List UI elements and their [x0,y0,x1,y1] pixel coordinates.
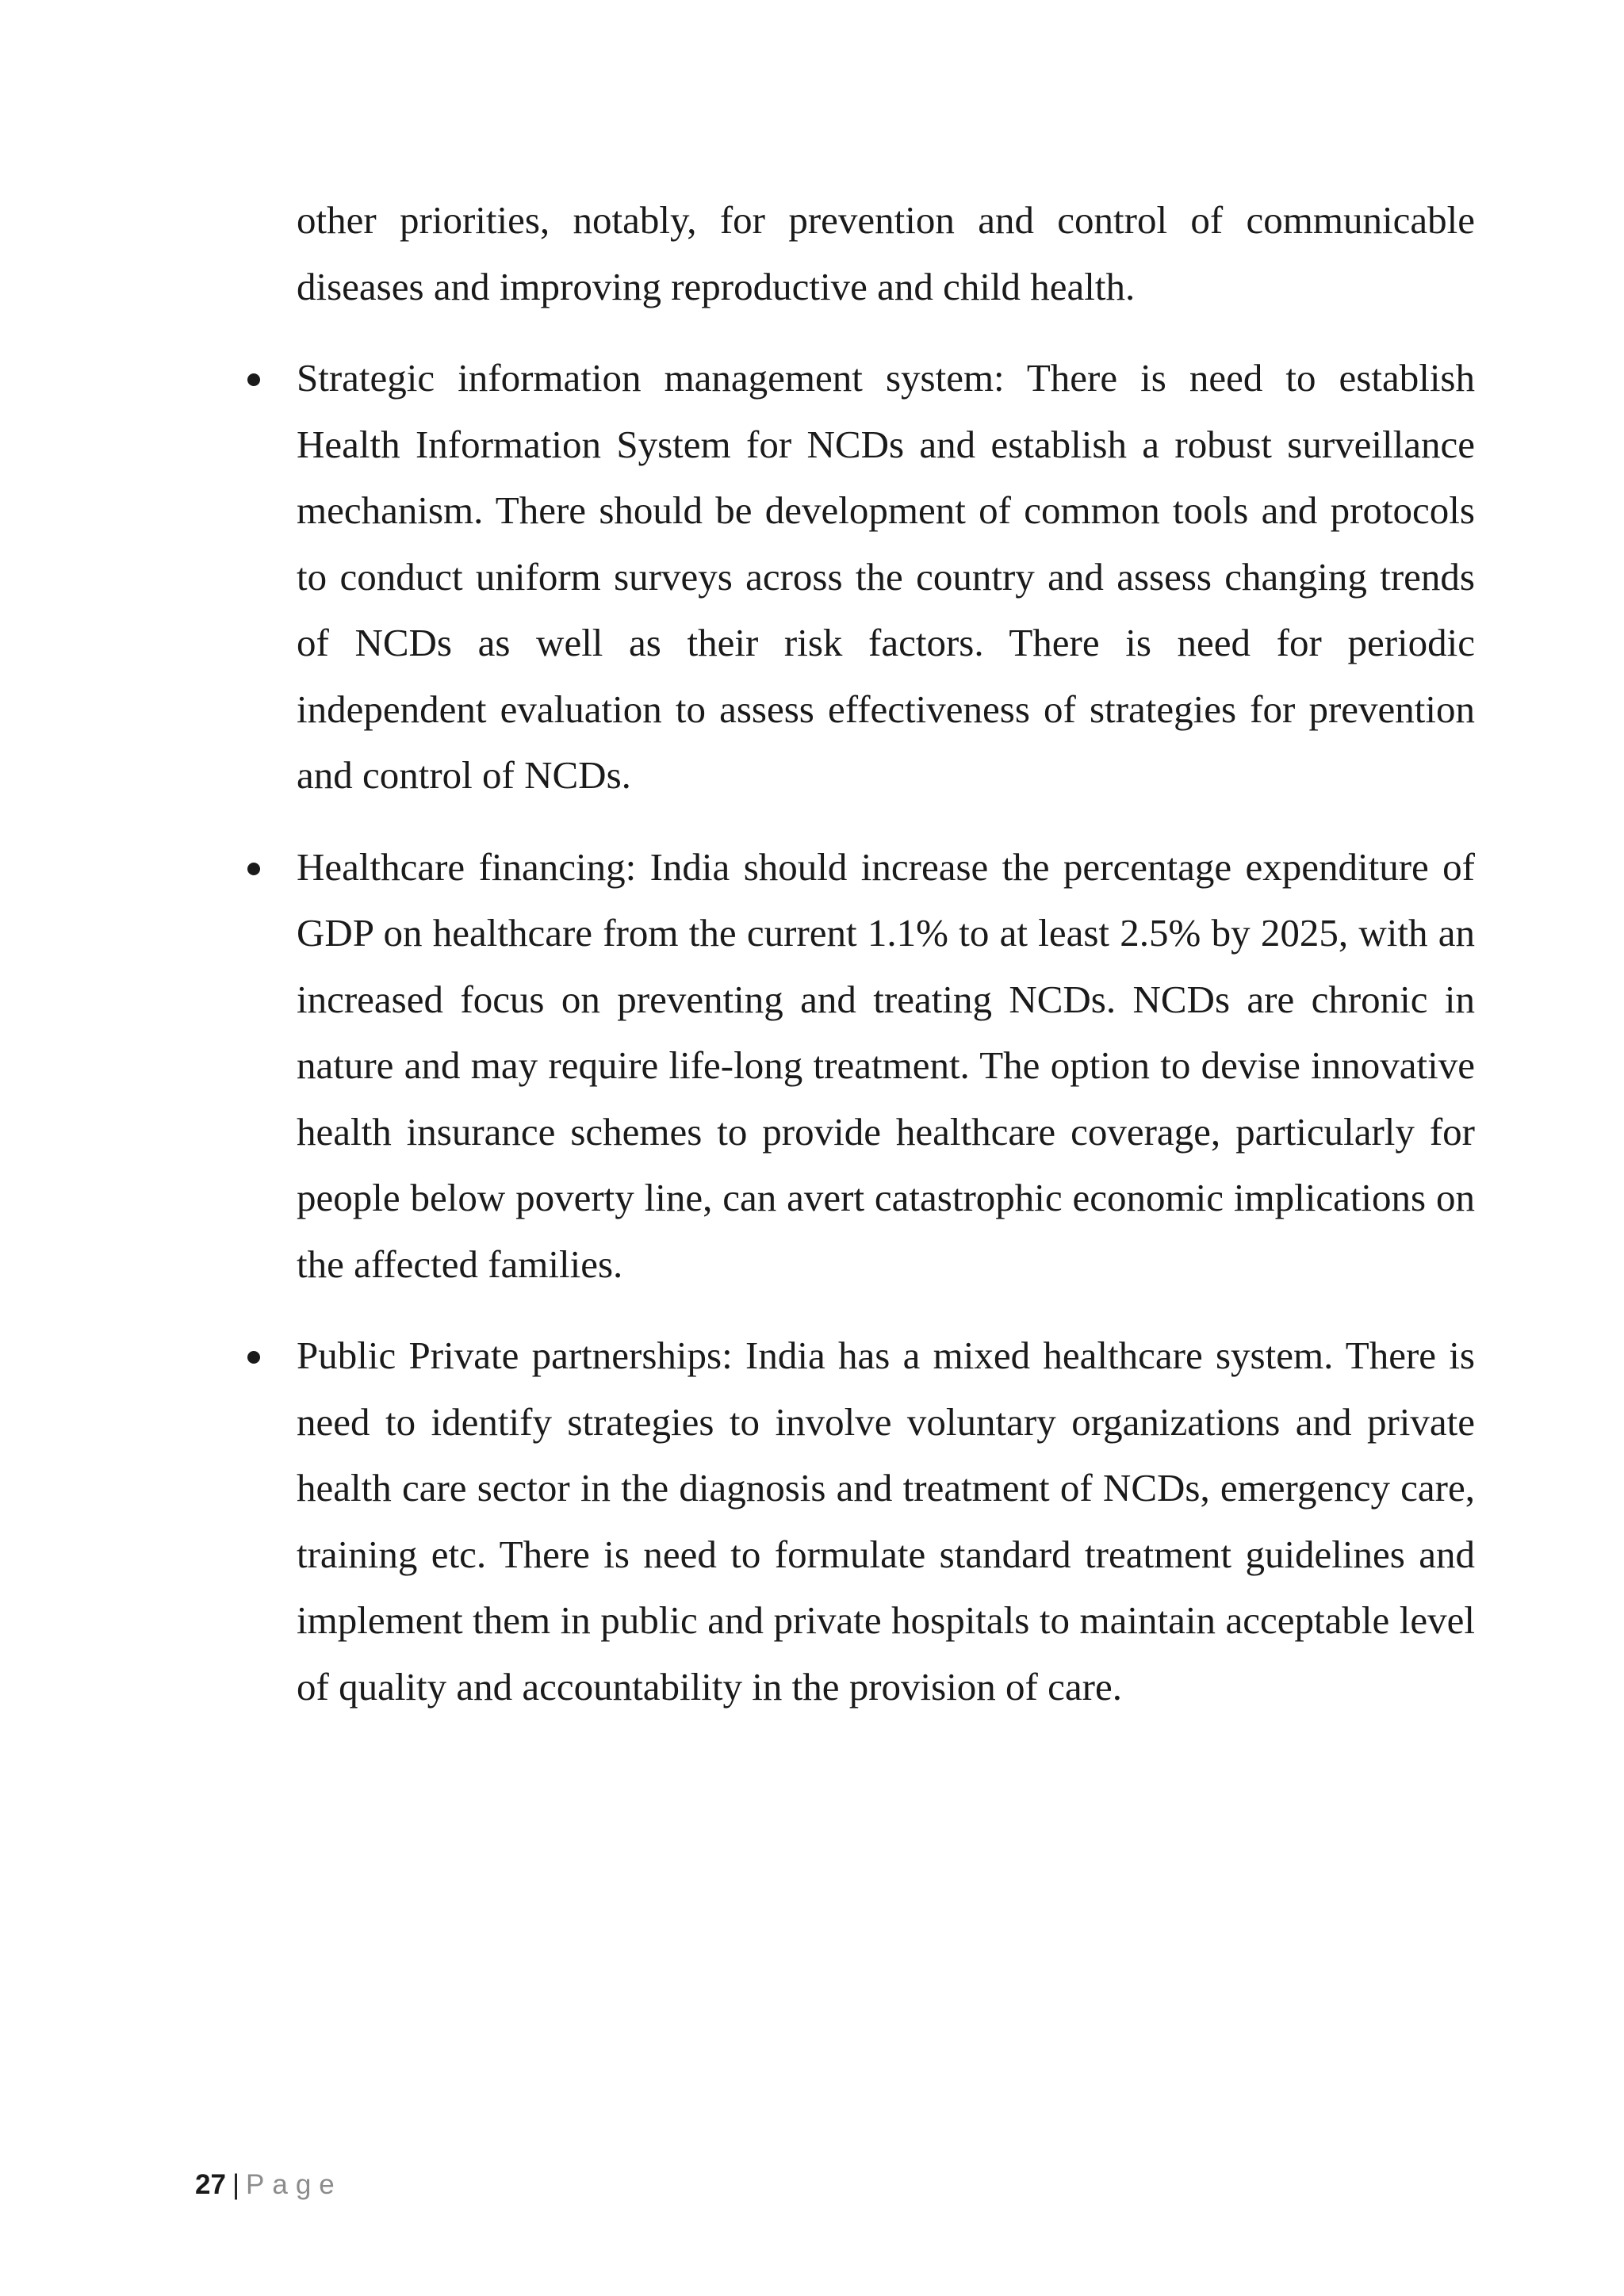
bullet-text: Healthcare financing: India should increase the percentage expenditure of GDP on healthcare from the current 1.1% to at least 2.5% by 2025, with an increased focus on preventing and treating NCDs. NCDs are chronic in nature and may require life-long treatment. The option to devise innovative health insurance schemes to provide healthcare coverage, particularly for people below poverty line, can avert catastrophic economic implications on the affected families. [297,844,1475,1286]
bullet-text: Public Private partnerships: India has a mixed healthcare system. There is need to identify strategies to involve voluntary organizations and private health care sector in the diagnosis and treatment of NCDs, emergency care, training etc. There is need to formulate standard treatment guidelines and implement them in public and private hospitals to maintain acceptable level of quality and accountability in the provision of care. [297,1334,1475,1709]
continuation-paragraph: other priorities, notably, for prevention and control of communicable diseases and improving reproductive and child health. [297,198,1475,308]
page-footer [195,2169,343,2201]
footer-separator: | [232,2169,240,2200]
bullet-item-public-private-partnerships [297,1322,1475,1720]
bullet-item-healthcare-financing [297,834,1475,1298]
page-body [297,187,1475,1745]
bullet-text: Strategic information management system: There is need to establish Health Information System for NCDs and establish a robust surveillance mechanism. There should be development of common tools and protocols to conduct uniform surveys across the country and assess changing trends of NCDs as well as their risk factors. There is need for periodic independent evaluation to assess effectiveness of strategies for prevention and control of NCDs. [297,356,1475,797]
bullet-icon [247,863,260,875]
page-label: Page [246,2169,343,2200]
bullet-list [297,345,1475,1720]
page-number: 27 [195,2169,226,2200]
bullet-icon [247,373,260,386]
bullet-icon [247,1351,260,1364]
bullet-item-information-system [297,345,1475,809]
